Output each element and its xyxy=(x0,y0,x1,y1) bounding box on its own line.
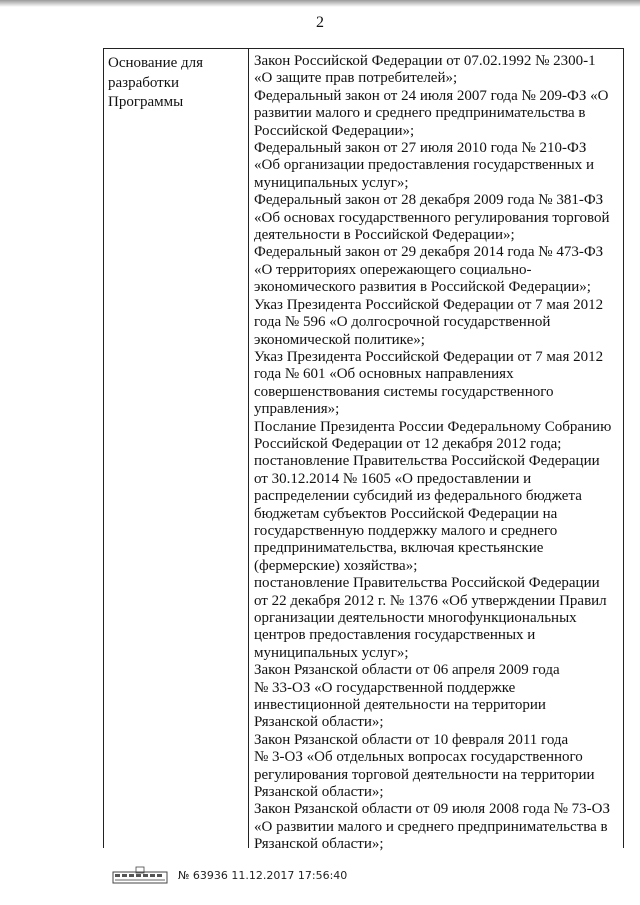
content-line: постановление Правительства Российской Федерации xyxy=(254,575,600,592)
content-line: Федеральный закон от 27 июля 2010 года № 210-ФЗ xyxy=(254,140,587,157)
content-line: Российской Федерации от 12 декабря 2012 года; xyxy=(254,435,562,452)
content-line: центров предоставления государственных и xyxy=(254,627,536,644)
scan-edge xyxy=(0,0,640,7)
content-line: распределении субсидий из федерального бюджета xyxy=(254,488,582,505)
content-line: № 3-ОЗ «Об отдельных вопросах государственного xyxy=(254,749,583,766)
content-line: Указ Президента Российской Федерации от 7 мая 2012 xyxy=(254,296,604,313)
content-line: совершенствования системы государственного xyxy=(254,383,554,400)
content-line: Федеральный закон от 28 декабря 2009 года № 381-ФЗ xyxy=(254,192,604,209)
content-line: управления»; xyxy=(254,401,340,418)
content-line: организации деятельности многофункциональных xyxy=(254,610,577,626)
content-line: Закон Рязанской области от 09 июля 2008 года № 73-ОЗ xyxy=(254,801,611,818)
content-line: Рязанской области»; xyxy=(254,836,384,853)
content-line: «О территориях опережающего социально- xyxy=(254,261,532,278)
registration-stamp-icon xyxy=(112,866,168,884)
content-line: постановление Правительства Российской Федерации xyxy=(254,453,600,470)
content-line: развитии малого и среднего предпринимательства в xyxy=(254,105,586,122)
label-cell: Основание для разработки Программы xyxy=(108,55,204,110)
content-line: предпринимательства, включая крестьянские xyxy=(254,540,544,557)
content-line: (фермерские) хозяйства»; xyxy=(254,557,418,574)
content-line: инвестиционной деятельности на территории xyxy=(254,697,546,714)
content-line: «Об организации предоставления государственных и xyxy=(254,157,595,174)
content-line: экономической политике»; xyxy=(254,331,425,348)
content-line: деятельности в Российской Федерации»; xyxy=(254,227,515,244)
content-line: муниципальных услуг»; xyxy=(254,174,409,191)
content-line: «Об основах государственного регулирования торговой xyxy=(254,209,610,226)
page-number: 2 xyxy=(316,14,324,31)
content-line: Рязанской области»; xyxy=(254,714,384,731)
document-table xyxy=(103,48,624,853)
content-line: регулирования торговой деятельности на территории xyxy=(254,766,595,783)
content-line: года № 601 «Об основных направлениях xyxy=(254,366,514,383)
content-line: «О развитии малого и среднего предпринимательства в xyxy=(254,818,608,835)
content-line: Закон Российской Федерации от 07.02.1992 № 2300-1 xyxy=(254,53,596,69)
content-line: Указ Президента Российской Федерации от 7 мая 2012 xyxy=(254,348,604,365)
document-number: № 63936 11.12.2017 17:56:40 xyxy=(178,869,348,882)
content-line: Российской Федерации»; xyxy=(254,122,415,139)
content-line: Федеральный закон от 24 июля 2007 года № 209-ФЗ «О xyxy=(254,87,609,104)
content-line: экономического развития в Российской Федерации»; xyxy=(254,279,591,296)
content-line: Федеральный закон от 29 декабря 2014 года № 473-ФЗ xyxy=(254,244,604,261)
content-line: № 33-ОЗ «О государственной поддержке xyxy=(254,679,516,696)
content-line: Закон Рязанской области от 06 апреля 2009 года xyxy=(254,662,560,679)
content-line: Закон Рязанской области от 10 февраля 2011 года xyxy=(254,731,569,748)
content-line: «О защите прав потребителей»; xyxy=(254,70,458,87)
document-footer xyxy=(112,866,532,886)
content-cell xyxy=(254,53,622,854)
column-divider xyxy=(248,49,249,848)
content-line: года № 596 «О долгосрочной государственной xyxy=(254,314,551,331)
content-line: государственную поддержку малого и среднего xyxy=(254,522,558,539)
content-line: бюджетам субъектов Российской Федерации на xyxy=(254,505,558,522)
content-line: от 30.12.2014 № 1605 «О предоставлении и xyxy=(254,470,532,487)
content-line: Рязанской области»; xyxy=(254,784,384,801)
content-line: от 22 декабря 2012 г. № 1376 «Об утверждении Правил xyxy=(254,592,607,609)
content-line: Послание Президента России Федеральному Собранию xyxy=(254,418,612,435)
content-line: муниципальных услуг»; xyxy=(254,644,409,661)
